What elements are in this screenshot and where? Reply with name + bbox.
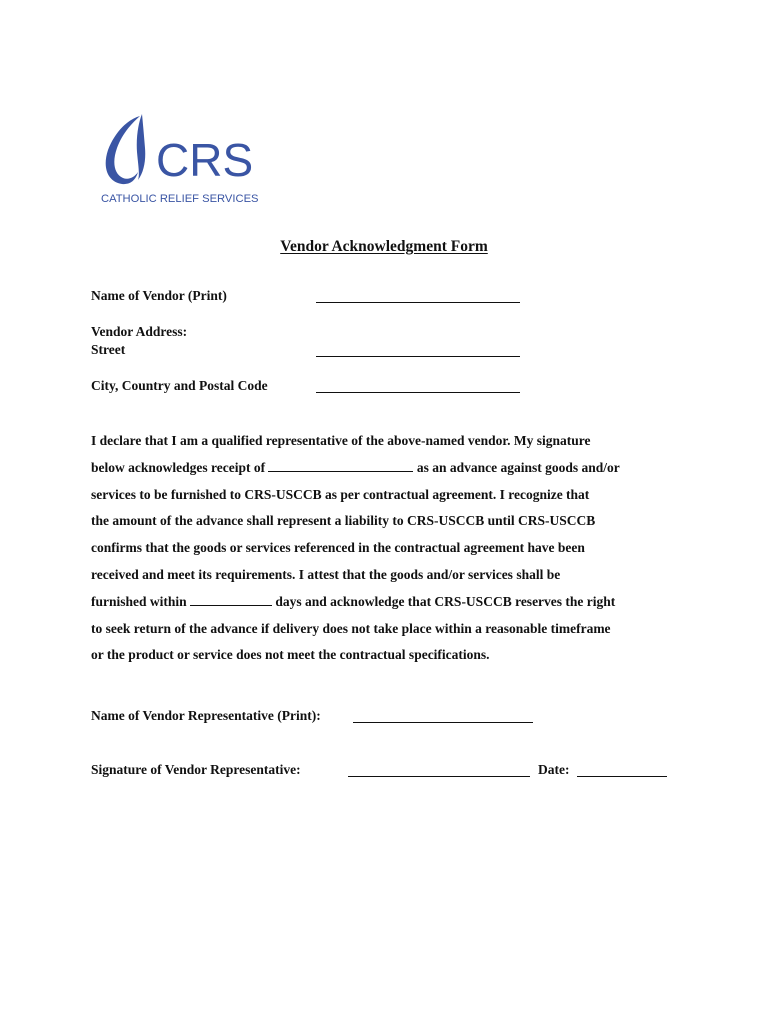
declaration-line: to seek return of the advance if delivery does not take place within a reasonable timeframe <box>91 620 611 636</box>
city-country-postal-label: City, Country and Postal Code <box>91 378 268 393</box>
flame-swoosh-icon <box>106 116 140 184</box>
crs-logo <box>96 110 276 210</box>
declaration-line <box>91 455 691 482</box>
street-field[interactable] <box>316 356 520 357</box>
declaration-text: below acknowledges receipt of <box>91 459 266 475</box>
declaration-line <box>91 589 691 616</box>
date-label: Date: <box>538 762 570 777</box>
declaration-line: confirms that the goods or services referenced in the contractual agreement have been <box>91 540 585 556</box>
declaration-paragraph <box>91 428 691 669</box>
crs-logo-graphic <box>96 110 276 210</box>
logo-subtitle: CATHOLIC RELIEF SERVICES <box>101 193 259 205</box>
declaration-line: or the product or service does not meet the contractual specifications. <box>91 647 490 663</box>
declaration-line: received and meet its requirements. I attest that the goods and/or services shall be <box>91 566 561 582</box>
form-title: Vendor Acknowledgment Form <box>280 238 488 255</box>
street-label: Street <box>91 342 126 357</box>
declaration-text: as an advance against goods and/or <box>416 459 620 475</box>
signature-field[interactable] <box>348 776 530 777</box>
vendor-address-label: Vendor Address: <box>91 324 188 339</box>
declaration-line: the amount of the advance shall represent a liability to CRS-USCCB until CRS-USCCB <box>91 513 596 529</box>
flame-stem-icon <box>137 114 146 180</box>
representative-name-label: Name of Vendor Representative (Print): <box>91 708 321 723</box>
delivery-days-field[interactable] <box>190 593 272 606</box>
vendor-name-label: Name of Vendor (Print) <box>91 288 227 303</box>
logo-wordmark: CRS <box>156 134 254 186</box>
advance-amount-field[interactable] <box>268 459 413 472</box>
declaration-line: services to be furnished to CRS-USCCB as per contractual agreement. I recognize that <box>91 486 590 502</box>
city-country-postal-field[interactable] <box>316 392 520 393</box>
representative-name-field[interactable] <box>353 722 533 723</box>
signature-label: Signature of Vendor Representative: <box>91 762 301 777</box>
declaration-text: furnished within <box>91 593 187 609</box>
vendor-name-field[interactable] <box>316 302 520 303</box>
declaration-line: I declare that I am a qualified representative of the above-named vendor. My signature <box>91 433 591 448</box>
date-field[interactable] <box>577 776 667 777</box>
declaration-text: days and acknowledge that CRS-USCCB reserves the right <box>275 593 616 609</box>
